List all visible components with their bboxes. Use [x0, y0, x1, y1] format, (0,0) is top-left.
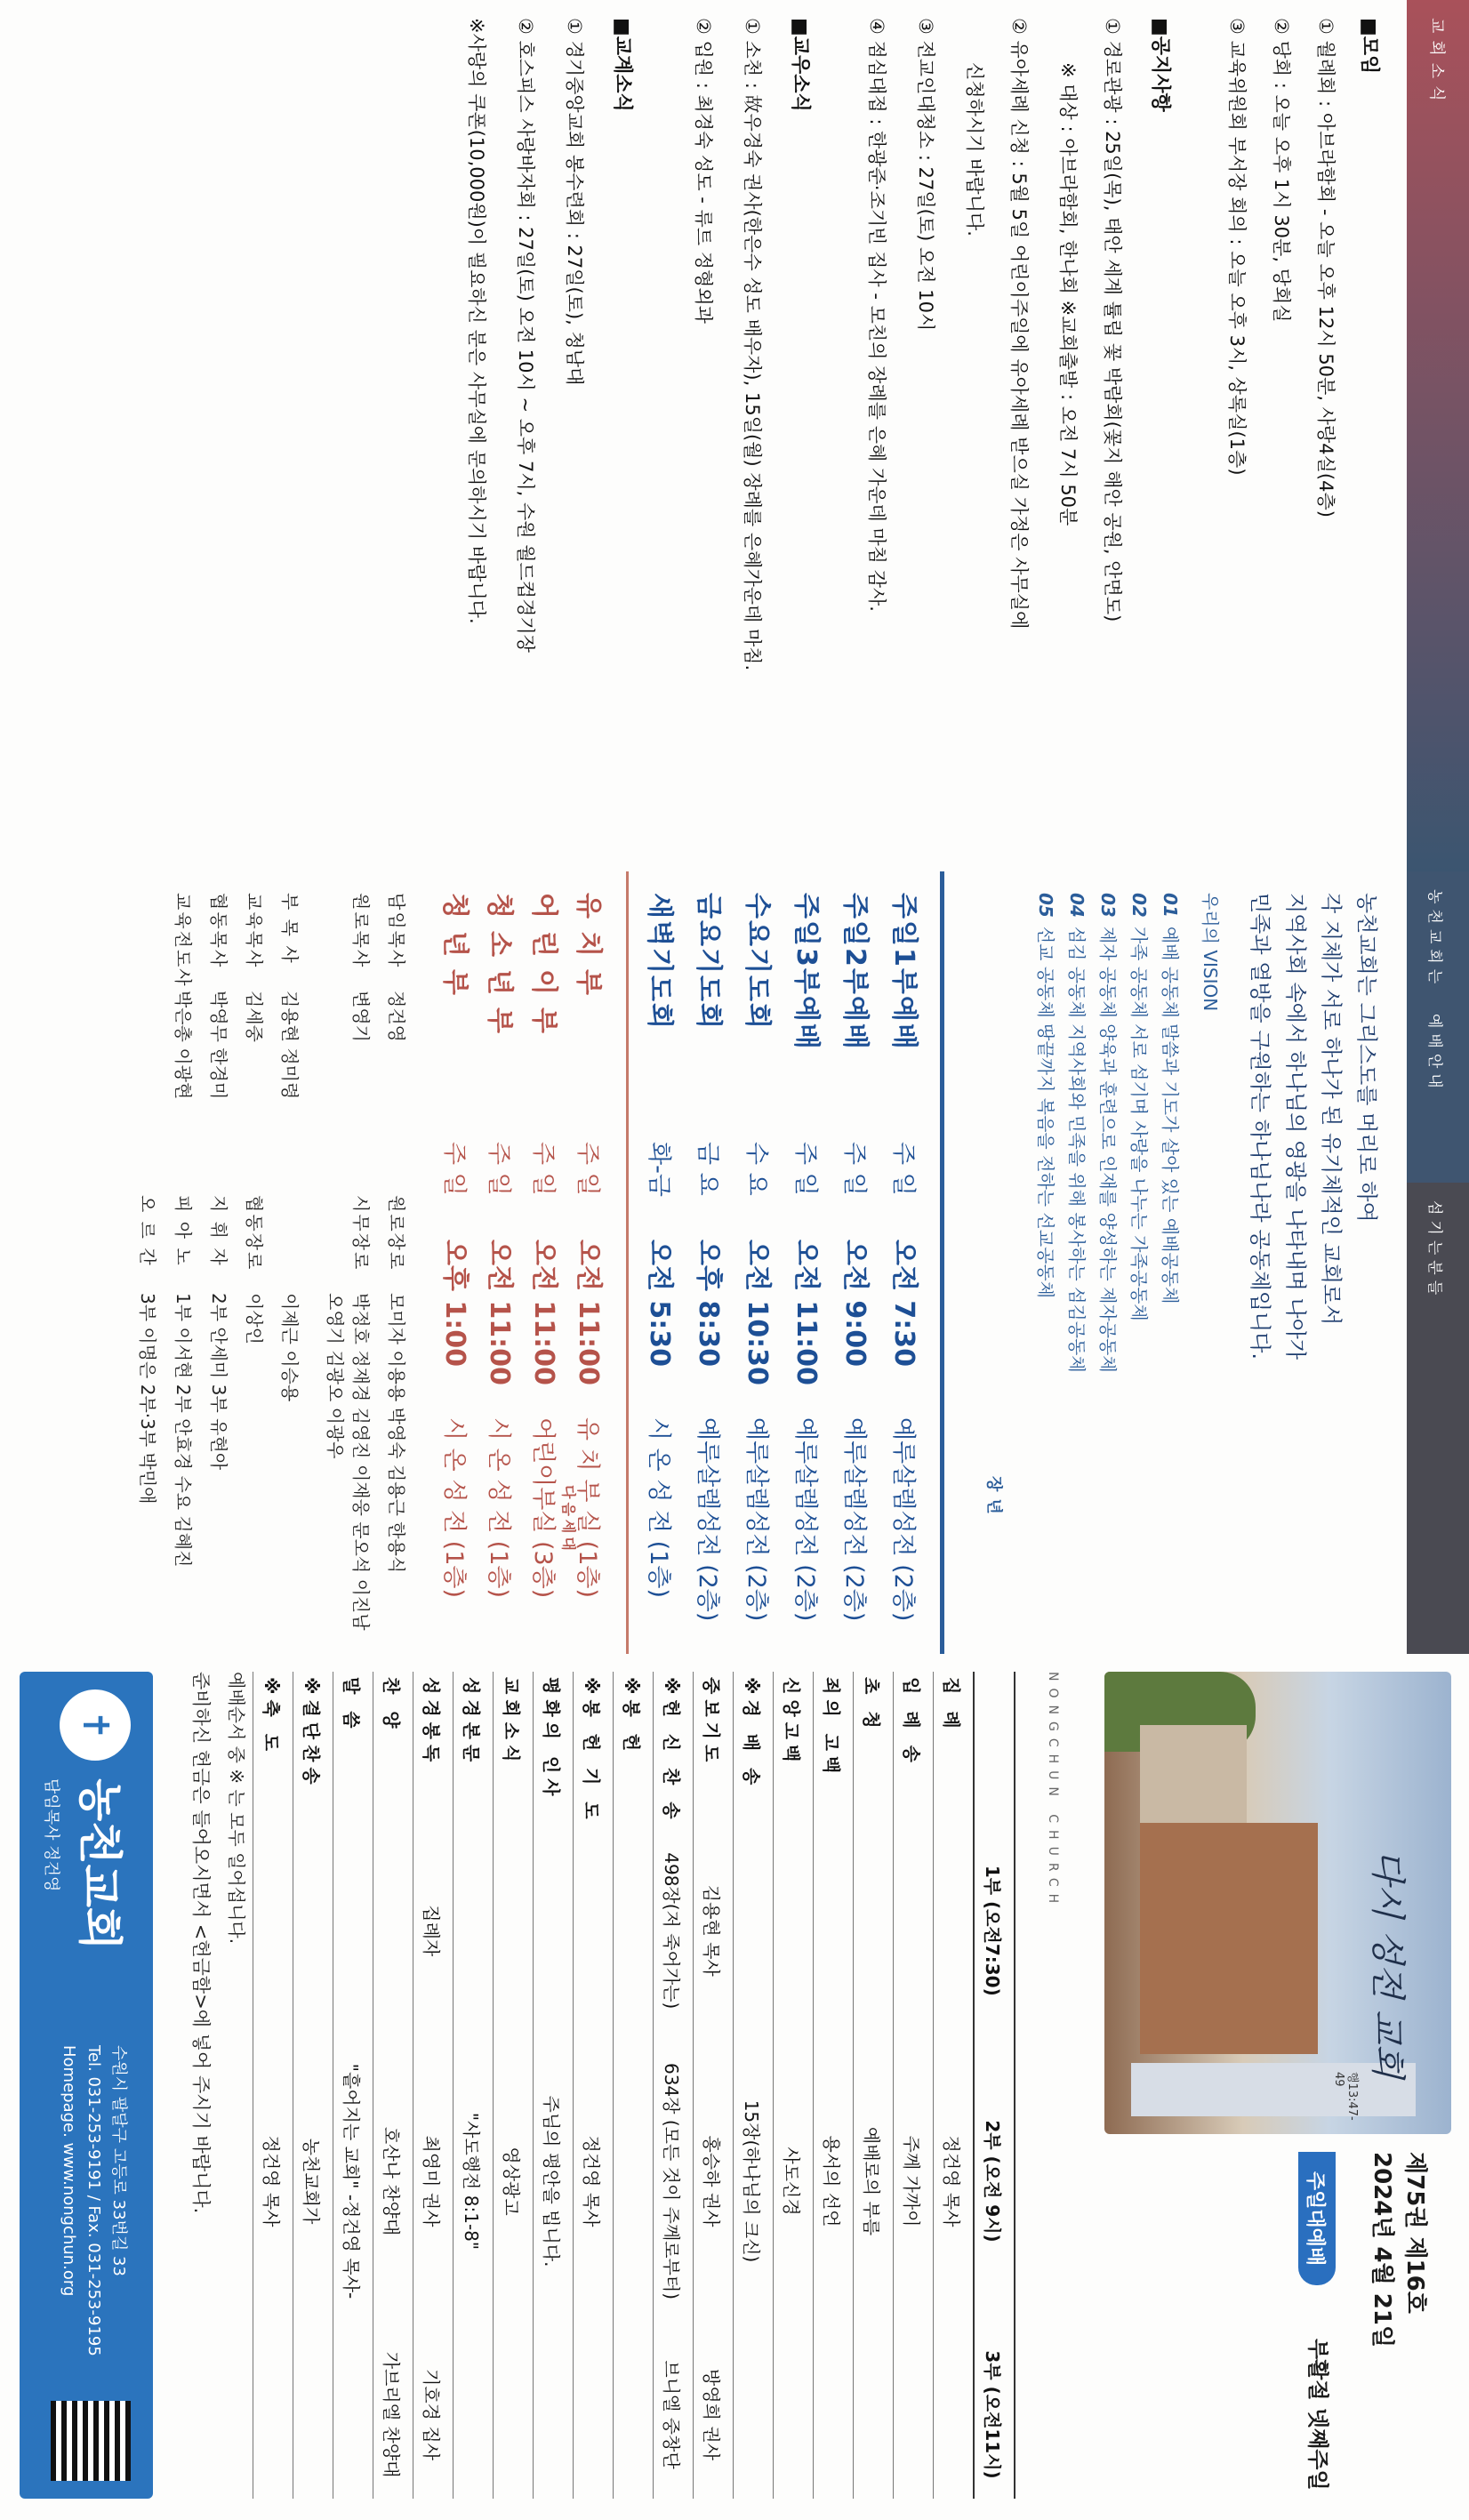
- pastor-name: 담임목사 정건영: [42, 1778, 60, 1892]
- vision-text: 선교 공동체 땅끝까지 복음을 전하는 선교공동체: [1035, 926, 1056, 1299]
- info-tab-bar: [1407, 871, 1469, 1654]
- row-label: 죄의 고백: [814, 1672, 854, 1830]
- table-header-row: [974, 1672, 1015, 2499]
- table-row: [814, 1672, 854, 2499]
- mission-line: 지역사회 속에서 하나님의 영광을 나타내며 나아가: [1283, 893, 1308, 1360]
- staff-names: 3부 이명은 2부·3부 박민애: [137, 1293, 158, 1505]
- staff-names: 정건영: [386, 991, 407, 1042]
- sunday-name: 부활절 넷째주일: [1305, 2339, 1330, 2491]
- vision-number: 03: [1097, 893, 1119, 918]
- table-row: [614, 1672, 654, 2499]
- schedule-divider: [940, 871, 944, 1654]
- table-row: [413, 1672, 454, 2499]
- row-cell: [494, 2331, 534, 2499]
- row-cell: 농천교회가: [293, 2032, 333, 2331]
- row-cell: [333, 2331, 373, 2499]
- service-time: 오후 1:00: [439, 1240, 470, 1368]
- row-cell: [574, 2331, 614, 2499]
- vision-label: 우리의 VISION: [1200, 893, 1221, 1012]
- service-day: 금 요: [694, 1142, 721, 1196]
- row-cell: 정건영 목사: [574, 2032, 614, 2331]
- issue-info: [1368, 2152, 1433, 2347]
- row-cell: [373, 1830, 413, 2032]
- table-row: [854, 1672, 894, 2499]
- row-label: ※경 배 송: [734, 1672, 774, 1830]
- footer-banner: [20, 1672, 153, 2499]
- vision-item: [1034, 893, 1060, 1298]
- news-line: ③ 전교인대청소 : 27일(토) 오전 10시: [915, 18, 936, 332]
- phone-fax: Tel. 031-253-9191 / Fax. 031-253-9195: [84, 2045, 103, 2356]
- staff-row: [385, 893, 411, 1573]
- vision-text: 가족 공동체 서로 섬기며 사랑을 나누는 가족공동체: [1128, 926, 1150, 1321]
- header-cell: 3부 (오전11시): [974, 2331, 1015, 2499]
- row-cell: 정건영 목사: [253, 2032, 293, 2331]
- staff-names: 박정호 정재경 김영진 이재웅 문오석 이진남 오영기 김광오 이광우: [325, 1293, 372, 1631]
- staff-row: [172, 893, 197, 1567]
- row-cell: 사도신경: [774, 2032, 814, 2331]
- staff-names: 이제근 이승용: [279, 1293, 301, 1402]
- row-cell: [454, 1830, 494, 2032]
- vision-number: 04: [1066, 893, 1088, 918]
- section-members-title: ■교우소식: [789, 18, 811, 112]
- row-cell: 예배로의 부름: [854, 2032, 894, 2331]
- row-label: 찬 양: [373, 1672, 413, 1830]
- staff-role: 원로목사: [350, 893, 372, 969]
- service-place: 예루살렘성전 (2층): [889, 1417, 917, 1622]
- service-place: 시 온 성 전 (1층): [645, 1417, 672, 1598]
- row-label: 교회소식: [494, 1672, 534, 1830]
- staff-names: 이상인: [244, 1293, 265, 1344]
- schedule-row: [887, 893, 927, 1621]
- row-label: 중보기도: [694, 1672, 734, 1830]
- adult-group-label: 장년: [984, 1476, 1003, 1521]
- service-place: 어린이부실 (3층): [529, 1417, 557, 1599]
- vision-item: [1096, 893, 1122, 1373]
- issue-volume: 제75권 제16호: [1401, 2152, 1428, 2314]
- staff-role: 오 르 간: [137, 1195, 158, 1267]
- row-cell: 498장(저 죽어가는): [654, 1830, 694, 2032]
- staff-names: 김세중: [244, 991, 265, 1042]
- row-cell: 주께 가까이: [894, 2032, 934, 2331]
- english-church-name: NONGCHUN CHURCH: [1046, 1672, 1060, 1911]
- news-line: ② 유아세례 신청 : 5월 5일 어린이주일에 유아세례 받으실 가정은 사무실에: [1008, 18, 1030, 630]
- schedule-row: [643, 893, 682, 1598]
- row-cell: 홍승하 권사: [694, 2032, 734, 2331]
- schedule-row: [741, 893, 780, 1621]
- service-day: 주 일: [574, 1142, 601, 1196]
- section-notice-title: ■공지사항: [1149, 18, 1171, 112]
- row-cell: 15장(하나님의 크신): [734, 2032, 774, 2331]
- row-cell: 가브리엘 찬양대: [373, 2331, 413, 2499]
- service-day: 화-금: [645, 1142, 672, 1197]
- service-name: 주일2부예배: [839, 893, 871, 1051]
- row-cell: [494, 1830, 534, 2032]
- standing-note: 예배순서 중 ※ 는 모두 일어섭니다.: [226, 1672, 247, 1945]
- service-day: 주 일: [440, 1142, 468, 1196]
- staff-row: [243, 893, 269, 1344]
- homepage: Homepage. www.nongchun.org: [60, 2045, 78, 2297]
- row-label: ※봉 헌: [614, 1672, 654, 1830]
- service-day: 수 요: [743, 1142, 770, 1196]
- news-line: ① 경기중앙교회 봉수련회 : 27일(토), 청남대: [564, 18, 585, 386]
- news-line: ② 호스피스 사랑바자회 : 27일(토) 오전 10시 ~ 오후 7시, 수원 월드컵경기장: [515, 18, 536, 653]
- contact-info: [56, 2045, 131, 2356]
- main-worship-ribbon: 주일대예배: [1298, 2152, 1336, 2285]
- schedule-row: [483, 893, 522, 1598]
- row-cell: [614, 1830, 654, 2032]
- offering-note: 준비하신 헌금은 들어오시면서 <헌금함>에 넣어 주시기 바랍니다.: [190, 1672, 212, 2214]
- row-cell: [814, 2331, 854, 2499]
- service-day: 주 일: [791, 1142, 819, 1196]
- vision-number: 05: [1035, 893, 1056, 918]
- staff-role: 협동장로: [244, 1195, 265, 1272]
- staff-names: 2부 안세미 3부 유현아: [208, 1293, 229, 1471]
- table-row: [454, 1672, 494, 2499]
- table-row: [494, 1672, 534, 2499]
- row-cell: [934, 2331, 975, 2499]
- schedule-row: [692, 893, 731, 1621]
- table-row: [333, 1672, 373, 2499]
- service-name: 청년부: [439, 893, 470, 1007]
- row-cell: 호산나 찬양대: [373, 2032, 413, 2331]
- service-name: 주일3부예배: [791, 893, 822, 1051]
- address: 수원시 팔달구 고등로 33번길 33: [109, 2045, 128, 2276]
- news-line: 신청하시기 바랍니다.: [964, 62, 985, 237]
- staff-role: 지 휘 자: [208, 1195, 229, 1267]
- service-place: 시 온 성 전 (1층): [440, 1417, 468, 1598]
- service-place: 예루살렘성전 (2층): [743, 1417, 770, 1622]
- news-line: ① 경로관광 : 25일(목), 태안 세계 튤립 꽃 박람회(꽃지 해안 공원, 안면도): [1102, 18, 1123, 622]
- schedule-row: [839, 893, 878, 1621]
- table-row: [734, 1672, 774, 2499]
- service-name: 유치부: [573, 893, 604, 1007]
- vision-item: [1159, 893, 1184, 1304]
- row-cell: [854, 2331, 894, 2499]
- service-place: 예루살렘성전 (2층): [791, 1417, 819, 1622]
- staff-role: 담임목사: [386, 893, 407, 969]
- schedule-row: [790, 893, 829, 1621]
- staff-row: [207, 893, 233, 1470]
- service-name: 주일1부예배: [888, 893, 919, 1051]
- table-row: [293, 1672, 333, 2499]
- staff-role: 시무장로: [350, 1195, 372, 1272]
- vision-item: [1065, 893, 1091, 1373]
- row-cell: [534, 1830, 574, 2032]
- table-row: [894, 1672, 934, 2499]
- next-gen-divider: [626, 871, 629, 1654]
- row-cell: 영상광고: [494, 2032, 534, 2331]
- service-name: 어린이부: [528, 893, 559, 1046]
- service-name: 수요기도회: [742, 893, 773, 1031]
- vision-item: [1128, 893, 1153, 1321]
- tab-worship-label: 예배안내: [1425, 1014, 1443, 1094]
- row-label: 평화의 인사: [534, 1672, 574, 1830]
- row-cell: [253, 2331, 293, 2499]
- staff-names: 박영무 한경미: [208, 991, 229, 1100]
- service-time: 오전 7:30: [888, 1240, 919, 1368]
- news-line: ① 월례회 : 아브라함회 - 오늘 오후 12시 50분, 사랑4실(4층): [1315, 18, 1337, 518]
- row-label: 집 례: [934, 1672, 975, 1830]
- row-cell: [293, 1830, 333, 2032]
- row-cell: [894, 1830, 934, 2032]
- table-row: [253, 1672, 293, 2499]
- staff-names: 박은총 이광현: [173, 991, 194, 1100]
- news-line: ③ 교육위원회 부서장 회의 : 오늘 오후 3시, 상록실(1층): [1226, 18, 1248, 476]
- news-line: ② 입원 : 최경숙 성도 - 류트 정형외과: [693, 18, 714, 324]
- table-row: [774, 1672, 814, 2499]
- news-tab-label: 교회소식: [1407, 0, 1469, 871]
- service-time: 오전 5:30: [644, 1240, 675, 1368]
- service-place: 유 치 부 실 (1층): [574, 1417, 601, 1598]
- news-line: ※사랑의 쿠폰(10,000원)이 필요하신 분은 사무실에 문의하시기 바랍니다.: [466, 18, 487, 624]
- info-panel: [0, 871, 1469, 1654]
- staff-role: 부 목 사: [279, 893, 301, 965]
- row-cell: [534, 2331, 574, 2499]
- church-building-shape: [1140, 1823, 1318, 2054]
- row-cell: [774, 2331, 814, 2499]
- staff-role: 협동목사: [208, 893, 229, 969]
- table-row: [534, 1672, 574, 2499]
- service-day: 주 일: [485, 1142, 512, 1196]
- service-time: 오전 11:00: [791, 1240, 822, 1385]
- staff-role: 원로장로: [386, 1195, 407, 1272]
- tab-church-label: 농천교회는: [1425, 889, 1443, 990]
- church-logo-icon: ✝: [60, 1689, 131, 1761]
- issue-date: 2024년 4월 21일: [1369, 2152, 1395, 2348]
- service-time: 오전 9:00: [839, 1240, 871, 1368]
- mission-line: 농천교회는 그리스도를 머리로 하여: [1354, 893, 1379, 1223]
- row-cell: 김용현 목사: [694, 1830, 734, 2032]
- service-day: 주 일: [889, 1142, 917, 1196]
- row-label: ※축 도: [253, 1672, 293, 1830]
- row-cell: [934, 1830, 975, 2032]
- row-cell: "사도행전 8:1-8": [454, 2032, 494, 2331]
- schedule-row: [438, 893, 478, 1598]
- service-name: 청소년부: [484, 893, 515, 1046]
- row-cell: 기호경 집사: [413, 2331, 454, 2499]
- next-gen-label: 다음세대: [560, 1485, 577, 1554]
- row-cell: [614, 2331, 654, 2499]
- row-label: ※헌 신 찬 송: [654, 1672, 694, 1830]
- staff-role: 피 아 노: [173, 1195, 194, 1267]
- tab-staff-label: 섬기는분들: [1425, 1200, 1443, 1301]
- table-row: [574, 1672, 614, 2499]
- mission-line: 민족과 열방을 구원하는 하나님나라 공동체입니다.: [1248, 893, 1272, 1360]
- order-of-worship-table: [253, 1672, 1015, 2499]
- header-cell: [974, 1672, 1015, 1830]
- staff-row: [324, 893, 375, 1631]
- vision-number: 01: [1160, 893, 1181, 918]
- service-place: 예루살렘성전 (2층): [840, 1417, 868, 1622]
- staff-names: 김용현 정미령: [279, 991, 301, 1100]
- service-name: 금요기도회: [693, 893, 724, 1031]
- cover-photo: [1104, 1672, 1451, 2134]
- section-denomination-title: ■교계소식: [611, 18, 633, 112]
- row-label: 초 청: [854, 1672, 894, 1830]
- row-cell: [854, 1830, 894, 2032]
- row-cell: [774, 1830, 814, 2032]
- qr-code-icon: [51, 2401, 131, 2481]
- row-label: 성경본문: [454, 1672, 494, 1830]
- service-name: 새벽기도회: [644, 893, 675, 1031]
- row-cell: 634장 (모든 것이 주께로부터): [654, 2032, 694, 2331]
- row-cell: 방영희 권사: [694, 2331, 734, 2499]
- row-cell: [814, 1830, 854, 2032]
- service-day: 주 일: [529, 1142, 557, 1196]
- table-row: [694, 1672, 734, 2499]
- row-label: 성경봉독: [413, 1672, 454, 1830]
- row-cell: [614, 2032, 654, 2331]
- staff-names: 변영기: [350, 991, 372, 1042]
- staff-row: [136, 893, 162, 1504]
- mission-line: 각 지체가 서로 하나가 된 유기체적인 교회로서: [1319, 893, 1344, 1326]
- row-cell: [734, 1830, 774, 2032]
- vision-text: 예배 공동체 말씀과 기도가 살아 있는 예배공동체: [1160, 926, 1181, 1304]
- header-cell: 1부 (오전7:30): [974, 1830, 1015, 2032]
- row-label: ※봉 헌 기 도: [574, 1672, 614, 1830]
- news-line: ① 소천 : 故우경숙 권사(한은수 성도 배우자), 15일(월) 장례를 은혜가운데 마침.: [742, 18, 763, 671]
- table-row: [373, 1672, 413, 2499]
- row-cell: 브니엘 중창단: [654, 2331, 694, 2499]
- table-row: [654, 1672, 694, 2499]
- table-row: [934, 1672, 975, 2499]
- row-cell: [333, 1830, 373, 2032]
- church-name: 농천교회: [74, 1778, 125, 1951]
- section-meetings-title: ■모임: [1358, 18, 1380, 75]
- row-label: 말 씀: [333, 1672, 373, 1830]
- vision-text: 섬김 공동체 지역사회와 민족을 위해 봉사하는 섬김공동체: [1066, 926, 1088, 1373]
- vision-number: 02: [1128, 893, 1150, 918]
- service-place: 시 온 성 전 (1층): [485, 1417, 512, 1598]
- news-line: ② 당회 : 오늘 오후 1시 30분, 당회실: [1271, 18, 1292, 323]
- row-cell: [454, 2331, 494, 2499]
- staff-role: 교육전도사: [173, 893, 194, 988]
- row-cell: 집례자: [413, 1830, 454, 2032]
- service-day: 주 일: [840, 1142, 868, 1196]
- header-cell: 2부 (오전 9시): [974, 2032, 1015, 2331]
- row-cell: [734, 2331, 774, 2499]
- service-time: 오후 8:30: [693, 1240, 724, 1368]
- row-cell: "흩어지는 교회" -정건영 목사-: [333, 2032, 373, 2331]
- row-cell: 용서의 선언: [814, 2032, 854, 2331]
- row-label: ※결단찬송: [293, 1672, 333, 1830]
- row-label: 입 례 송: [894, 1672, 934, 1830]
- row-cell: [574, 1830, 614, 2032]
- staff-names: 모미자 이용용 박영숙 김용근 한용식: [386, 1293, 407, 1574]
- news-panel: [0, 0, 1469, 871]
- staff-row: [278, 893, 304, 1401]
- slogan-verse: 행13:47-49: [1332, 2072, 1359, 2121]
- staff-names: 1부 이서현 2부 안효경 수요 김혜진: [173, 1293, 194, 1568]
- staff-role: 교육목사: [244, 893, 265, 969]
- row-cell: 주님의 평안을 빕니다.: [534, 2032, 574, 2331]
- row-cell: 정건영 목사: [934, 2032, 975, 2331]
- service-time: 오전 11:00: [484, 1240, 515, 1385]
- worship-order-panel: [0, 1654, 1469, 2520]
- row-cell: [253, 1830, 293, 2032]
- row-cell: 최영미 권사: [413, 2032, 454, 2331]
- vision-text: 제자 공동체 양육과 훈련으로 인재를 양성하는 제자공동체: [1097, 926, 1119, 1373]
- row-cell: [293, 2331, 333, 2499]
- slogan-text: 다시 성전 교회: [1367, 1850, 1408, 2079]
- service-time: 오전 11:00: [573, 1240, 604, 1385]
- service-time: 오전 11:00: [528, 1240, 559, 1385]
- news-line: ※ 대상 : 아브라함회, 한나회 ※교회출발 : 오전 7시 50분: [1057, 62, 1079, 526]
- service-place: 예루살렘성전 (2층): [694, 1417, 721, 1622]
- row-label: 신앙고백: [774, 1672, 814, 1830]
- service-time: 오전 10:30: [742, 1240, 773, 1385]
- news-line: ④ 점심대접 : 한광준·조기빈 집사 - 모친의 장례를 은혜 가운데 마침 감사.: [866, 18, 887, 612]
- row-cell: [894, 2331, 934, 2499]
